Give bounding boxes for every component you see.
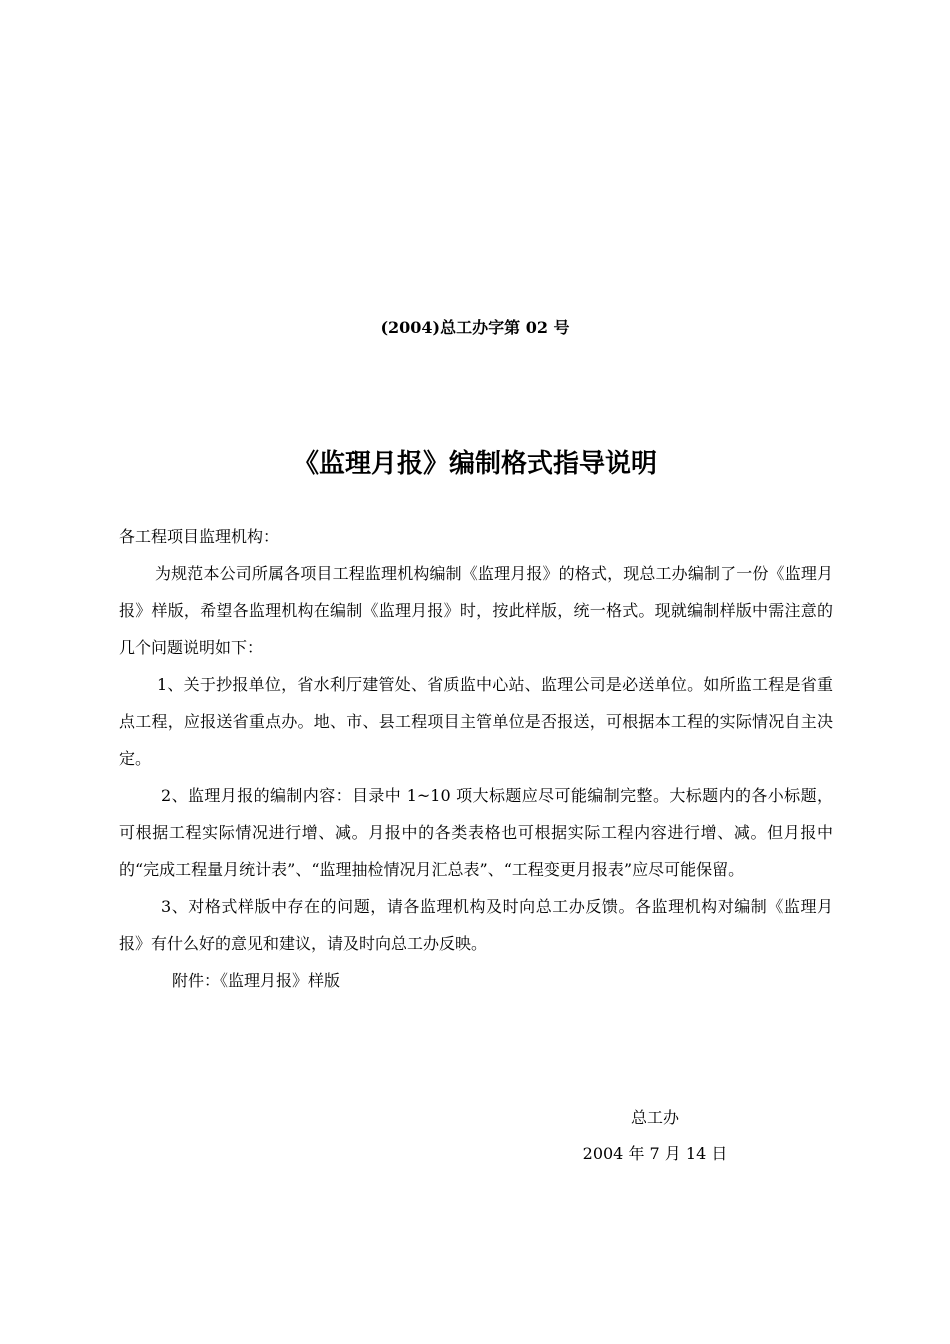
signature-office: 总工办: [630, 1108, 679, 1127]
document-body: [119, 518, 833, 999]
document-number: (2004)总工办字第 02 号: [380, 318, 570, 337]
intro-paragraph: 为规范本公司所属各项目工程监理机构编制《监理月报》的格式，现总工办编制了一份《监理月报》样版，希望各监理机构在编制《监理月报》时，按此样版，统一格式。现就编制样版中需注意的几个问题说明如下：: [119, 564, 833, 657]
item-1-paragraph: 1、关于抄报单位，省水利厅建管处、省质监中心站、监理公司是必送单位。如所监工程是省重点工程，应报送省重点办。地、市、县工程项目主管单位是否报送，可根据本工程的实际情况自主决定。: [119, 675, 833, 768]
item-2-paragraph: 2、监理月报的编制内容：目录中 1~10 项大标题应尽可能编制完整。大标题内的各小标题，可根据工程实际情况进行增、减。月报中的各类表格也可根据实际工程内容进行增、减。但月报中的“完成工程量月统计表”、“监理抽检情况月汇总表”、“工程变更月报表”应尽可能保留。: [119, 786, 833, 879]
document-title: 《监理月报》编制格式指导说明: [292, 449, 657, 479]
item-3-paragraph: 3、对格式样版中存在的问题，请各监理机构及时向总工办反馈。各监理机构对编制《监理月报》有什么好的意见和建议，请及时向总工办反映。: [119, 897, 833, 953]
signature-date: 2004 年 7 月 14 日: [582, 1144, 728, 1163]
salutation: 各工程项目监理机构：: [119, 527, 280, 546]
attachment-line: 附件：《监理月报》样版: [172, 971, 341, 990]
